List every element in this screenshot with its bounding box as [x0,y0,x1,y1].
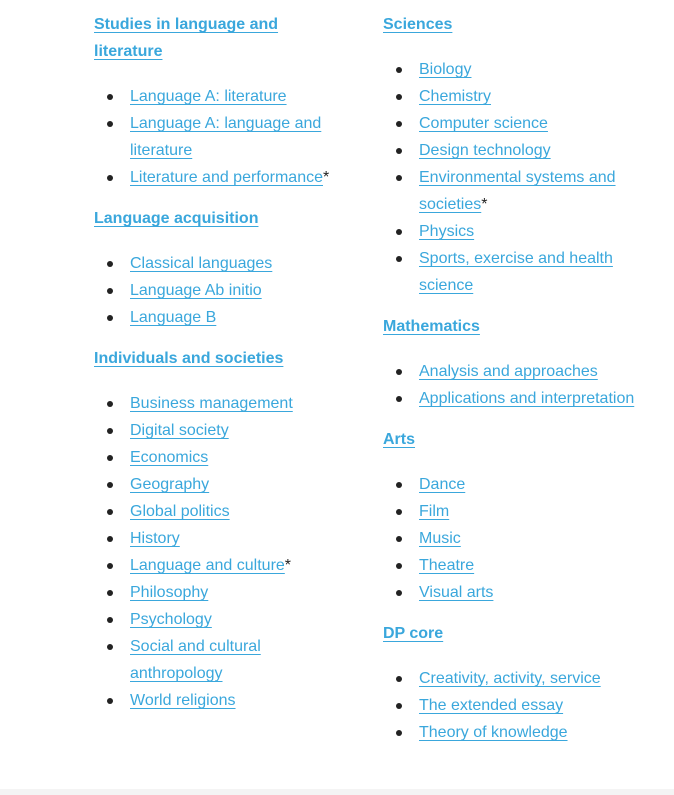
list-item [130,525,344,552]
subject-link-philosophy[interactable]: Philosophy [130,584,209,601]
left-column [94,11,344,728]
list-item [419,498,643,525]
list-item [419,552,643,579]
subject-link-theatre[interactable]: Theatre [419,557,475,574]
footnote-marker: * [481,196,488,213]
subject-link-analysis-and-approaches[interactable]: Analysis and approaches [419,363,598,380]
group-heading-sciences[interactable]: Sciences [383,16,453,33]
group-heading-individuals-and-societies[interactable]: Individuals and societies [94,350,284,367]
list-item [130,110,344,164]
list-item [130,552,344,579]
subject-link-classical-languages[interactable]: Classical languages [130,255,273,272]
subject-list [383,56,643,299]
subject-link-world-religions[interactable]: World religions [130,692,236,709]
list-item [419,137,643,164]
subject-group-individuals-and-societies [94,345,344,714]
list-item [419,385,643,412]
subject-link-the-extended-essay[interactable]: The extended essay [419,697,564,714]
subject-link-psychology[interactable]: Psychology [130,611,212,628]
subject-list [94,390,344,714]
right-column [383,11,643,760]
subject-link-computer-science[interactable]: Computer science [419,115,548,132]
list-item [419,579,643,606]
list-item [130,83,344,110]
list-item [130,304,344,331]
subject-group-mathematics [383,313,643,412]
subject-group-studies-in-language-and-literature [94,11,344,191]
list-item [419,719,643,746]
list-item [419,83,643,110]
subject-link-language-ab-initio[interactable]: Language Ab initio [130,282,262,299]
group-heading-studies-in-language-and-literature[interactable]: Studies in language and literature [94,16,279,60]
list-item [130,579,344,606]
list-item [419,471,643,498]
list-item [130,277,344,304]
footnote-marker: * [323,169,330,186]
list-item [130,417,344,444]
list-item [130,164,344,191]
group-heading-mathematics[interactable]: Mathematics [383,318,480,335]
subject-link-applications-and-interpretation[interactable]: Applications and interpretation [419,390,635,407]
subject-link-visual-arts[interactable]: Visual arts [419,584,494,601]
subject-group-language-acquisition [94,205,344,331]
subject-link-theory-of-knowledge[interactable]: Theory of knowledge [419,724,568,741]
subject-group-sciences [383,11,643,299]
subject-link-sports-exercise-and-health-science[interactable]: Sports, exercise and health science [419,250,613,294]
list-item [419,358,643,385]
subject-list [383,358,643,412]
subject-link-language-a-literature[interactable]: Language A: literature [130,88,287,105]
subject-link-physics[interactable]: Physics [419,223,475,240]
list-item [130,471,344,498]
list-item [419,245,643,299]
footnote-marker: * [284,557,292,574]
subject-list [94,83,344,191]
subject-link-language-and-culture[interactable]: Language and culture [130,557,285,574]
list-item [130,390,344,417]
list-item [419,164,643,218]
list-item [419,218,643,245]
subject-link-economics[interactable]: Economics [130,449,209,466]
subject-link-music[interactable]: Music [419,530,461,547]
subject-link-digital-society[interactable]: Digital society [130,422,229,439]
group-heading-language-acquisition[interactable]: Language acquisition [94,210,259,227]
subject-link-environmental-systems-and-societies[interactable]: Environmental systems and societies [419,169,616,213]
list-item [130,606,344,633]
subject-link-geography[interactable]: Geography [130,476,210,493]
subject-group-arts [383,426,643,606]
subject-link-business-management[interactable]: Business management [130,395,293,412]
subject-link-literature-and-performance[interactable]: Literature and performance [130,169,323,186]
list-item [130,444,344,471]
group-heading-arts[interactable]: Arts [383,431,416,448]
list-item [419,56,643,83]
subject-link-social-and-cultural-anthropology[interactable]: Social and cultural anthropology [130,638,261,682]
subject-link-language-a-language-and-literature[interactable]: Language A: language and literature [130,115,322,159]
subject-link-chemistry[interactable]: Chemistry [419,88,492,105]
subject-list [383,665,643,746]
subject-link-film[interactable]: Film [419,503,450,520]
group-heading-dp-core[interactable]: DP core [383,625,444,642]
list-item [419,110,643,137]
list-item [130,498,344,525]
subject-link-dance[interactable]: Dance [419,476,466,493]
subject-list [383,471,643,606]
subject-link-history[interactable]: History [130,530,180,547]
subject-group-dp-core [383,620,643,746]
subject-list [94,250,344,331]
list-item [419,665,643,692]
subject-link-language-b[interactable]: Language B [130,309,217,326]
list-item [419,692,643,719]
list-item [419,525,643,552]
bottom-edge [0,789,674,795]
subject-link-creativity-activity-service[interactable]: Creativity, activity, service [419,670,601,687]
subject-link-global-politics[interactable]: Global politics [130,503,230,520]
subject-link-biology[interactable]: Biology [419,61,472,78]
list-item [130,633,344,687]
list-item [130,687,344,714]
subject-link-design-technology[interactable]: Design technology [419,142,551,159]
list-item [130,250,344,277]
